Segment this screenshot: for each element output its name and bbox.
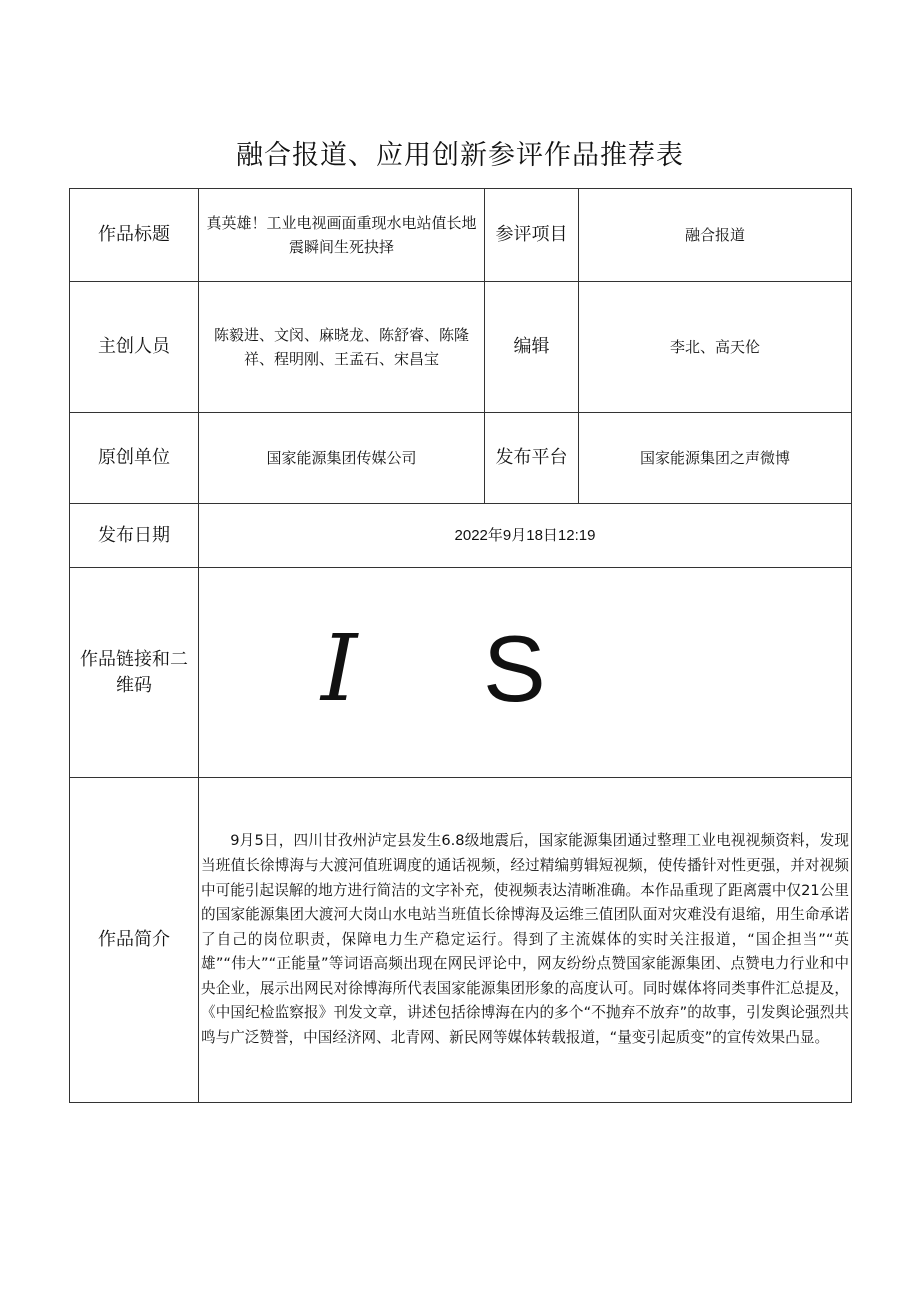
row-publish-date — [70, 504, 852, 568]
row-creators — [70, 282, 852, 413]
intro-label: 作品简介 — [70, 778, 199, 1103]
row-intro — [70, 778, 852, 1103]
origin-unit-label: 原创单位 — [70, 413, 199, 504]
link-glyph-s: S — [483, 616, 546, 721]
intro-text: 9月5日，四川甘孜州泸定县发生6.8级地震后，国家能源集团通过整理工业电视视频资料，发现当班值长徐博海与大渡河值班调度的通话视频，经过精编剪辑短视频，使传播针对性更强，并对视频中可能引起误解的地方进行简洁的文字补充，使视频表达清晰准确。本作品重现了距离震中仅21公里的国家能源集团大渡河大岗山水电站当班值长徐博海及运维三值团队面对灾难没有退缩，用生命承诺了自己的岗位职责，保障电力生产稳定运行。得到了主流媒体的实时关注报道，“国企担当”“英雄”“伟大”“正能量”等词语高频出现在网民评论中，网友纷纷点赞国家能源集团、点赞电力行业和中央企业，展示出网民对徐博海所代表国家能源集团形象的高度认可。同时媒体将同类事件汇总提及，《中国纪检监察报》刊发文章，讲述包括徐博海在内的多个“不抛弃不放弃”的故事，引发舆论强烈共鸣与广泛赞誉，中国经济网、北青网、新民网等媒体转载报道，“量变引起质变”的宣传效果凸显。 — [201, 832, 849, 1047]
publish-date-label: 发布日期 — [70, 504, 199, 568]
editor-value: 李北、高天伦 — [579, 282, 852, 413]
editor-label: 编辑 — [485, 282, 579, 413]
category-value: 融合报道 — [579, 189, 852, 282]
creators-value: 陈毅进、文闵、麻晓龙、陈舒睿、陈隆祥、程明刚、王孟石、宋昌宝 — [199, 282, 485, 413]
row-work-title — [70, 189, 852, 282]
category-label: 参评项目 — [485, 189, 579, 282]
link-qrcode-area — [199, 568, 852, 778]
row-link-qrcode — [70, 568, 852, 778]
work-title-value: 真英雄！工业电视画面重现水电站值长地震瞬间生死抉择 — [199, 189, 485, 282]
publish-date-value: 2022年9月18日12:19 — [199, 504, 852, 568]
intro-cell — [199, 778, 852, 1103]
row-origin — [70, 413, 852, 504]
platform-value: 国家能源集团之声微博 — [579, 413, 852, 504]
page-title: 融合报道、应用创新参评作品推荐表 — [236, 140, 684, 171]
creators-label: 主创人员 — [70, 282, 199, 413]
qr-placeholder — [199, 568, 851, 777]
link-glyph-i: I — [321, 615, 358, 722]
recommendation-form-table — [69, 188, 852, 1103]
platform-label: 发布平台 — [485, 413, 579, 504]
origin-unit-value: 国家能源集团传媒公司 — [199, 413, 485, 504]
work-title-label: 作品标题 — [70, 189, 199, 282]
link-qrcode-label: 作品链接和二维码 — [70, 568, 199, 778]
